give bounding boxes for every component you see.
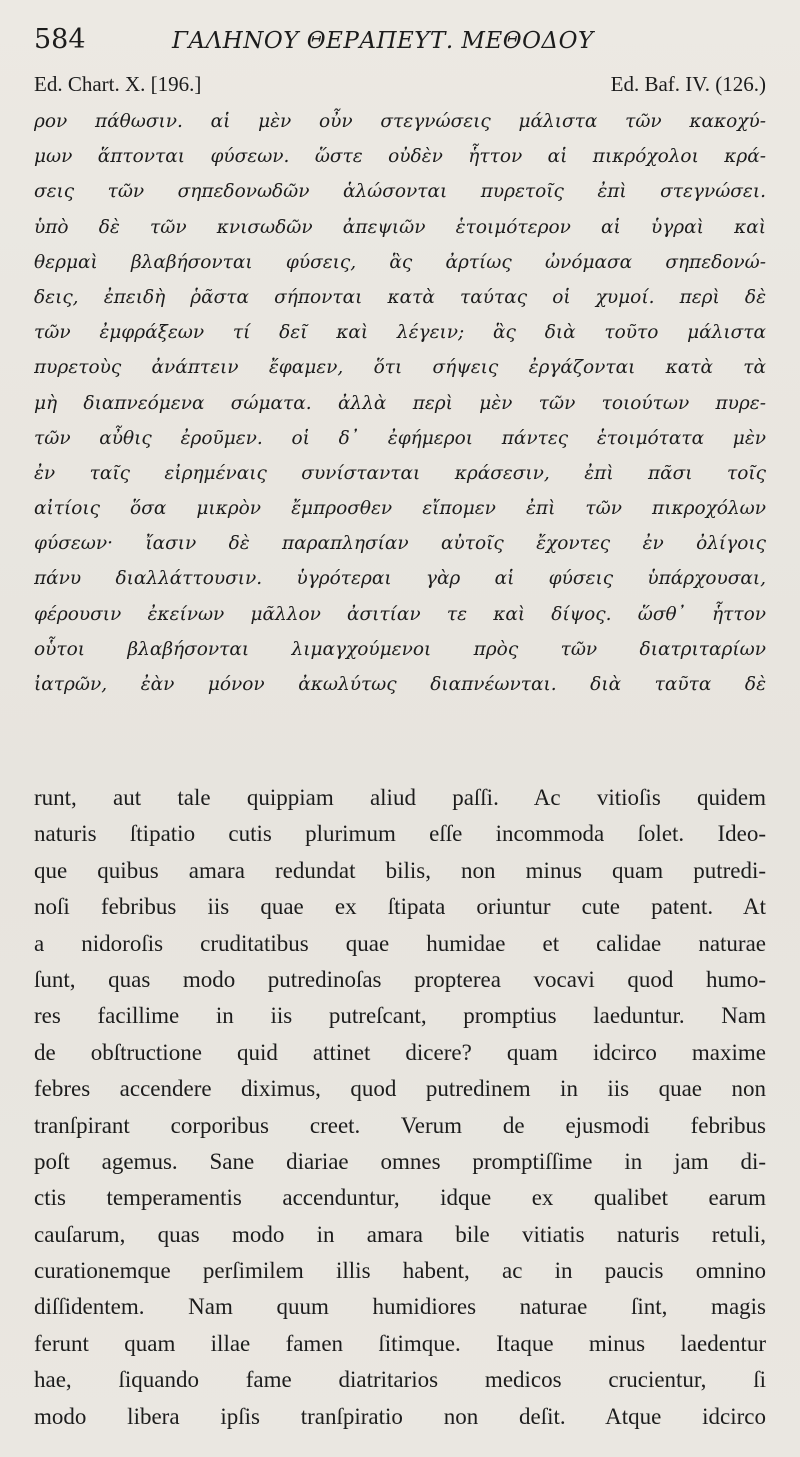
latin-line: cauſarum, quas modo in amara bile vitiatis naturis retuli, — [34, 1221, 766, 1247]
latin-line: ſunt, quas modo putredinoſas propterea vocavi quod humo- — [34, 966, 766, 992]
latin-line: runt, aut tale quippiam aliud paſſi. Ac vitioſis quidem — [34, 785, 766, 810]
latin-line: curationemque perſimilem illis habent, ac in paucis omnino — [34, 1258, 766, 1284]
greek-line: ἰατρῶν, ἐὰν μόνον ἀκωλύτως διαπνέωνται. διὰ ταῦτα δὲ — [34, 674, 766, 695]
greek-line: ὑπὸ δὲ τῶν κνισωδῶν ἀπεψιῶν ἑτοιμότερον αἱ ὑγραὶ καὶ — [34, 216, 766, 238]
latin-line: que quibus amara redundat bilis, non minus quam putredi- — [34, 857, 766, 883]
latin-line: poſt agemus. Sane diariae omnes promptiſſime in jam di- — [34, 1148, 766, 1174]
greek-line: αἰτίοις ὅσα μικρὸν ἔμπροσθεν εἴπομεν ἐπὶ τῶν πικροχόλων — [34, 498, 766, 520]
latin-line: ferunt quam illae famen ſitimque. Itaque minus laedentur — [34, 1330, 766, 1356]
latin-line: naturis ſtipatio cutis plurimum eſſe incommoda ſolet. Ideo- — [34, 821, 766, 847]
running-title: ΓΑΛΗΝΟΥ ΘΕΡΑΠΕΥΤ. ΜΕΘΟΔΟΥ — [172, 28, 594, 54]
latin-line: modo libera ipſis tranſpiratio non deſit. Atque idcirco — [34, 1403, 766, 1429]
greek-line: σεις τῶν σηπεδονωδῶν ἁλώσονται πυρετοῖς ἐπὶ στεγνώσει. — [34, 181, 766, 203]
latin-line: tranſpirant corporibus creet. Verum de ejusmodi febribus — [34, 1112, 766, 1138]
latin-line: de obſtructione quid attinet dicere? quam idcirco maxime — [34, 1039, 766, 1065]
greek-line: φέρουσιν ἐκείνων μᾶλλον ἀσιτίαν τε καὶ δίψος. ὥσθ᾽ ἧττον — [34, 603, 766, 625]
greek-line: ἐν ταῖς εἰρημέναις συνίστανται κράσεσιν, ἐπὶ πᾶσι τοῖς — [34, 462, 766, 484]
latin-line: febres accendere diximus, quod putredinem in iis quae non — [34, 1076, 766, 1102]
greek-line: πυρετοὺς ἀνάπτειν ἔφαμεν, ὅτι σήψεις ἐργάζονται κατὰ τὰ — [34, 357, 766, 379]
greek-line: ρον πάθωσιν. αἱ μὲν οὖν στεγνώσεις μάλιστα τῶν κακοχύ- — [34, 111, 766, 132]
edition-chartier: Ed. Chart. X. [196.] — [34, 72, 202, 96]
latin-line: hae, ſiquando fame diatritarios medicos crucientur, ſi — [34, 1367, 766, 1393]
greek-line: μὴ διαπνεόμενα σώματα. ἀλλὰ περὶ μὲν τῶν τοιούτων πυρε- — [34, 392, 766, 414]
latin-text — [34, 780, 766, 1435]
greek-line: φύσεων· ἴασιν δὲ παραπλησίαν αὐτοῖς ἔχοντες ἐν ὀλίγοις — [34, 533, 766, 555]
greek-line: θερμαὶ βλαβήσονται φύσεις, ἃς ἀρτίως ὠνόμασα σηπεδονώ- — [34, 251, 766, 273]
latin-line: diſſidentem. Nam quum humidiores naturae ſint, magis — [34, 1294, 766, 1320]
greek-line: πάνυ διαλλάττουσιν. ὑγρότεραι γὰρ αἱ φύσεις ὑπάρχουσαι, — [34, 568, 766, 590]
greek-line: τῶν αὖθις ἐροῦμεν. οἱ δ᾽ ἐφήμεροι πάντες ἑτοιμότατα μὲν — [34, 427, 766, 449]
greek-line: τῶν ἐμφράξεων τί δεῖ καὶ λέγειν; ἃς διὰ τοῦτο μάλιστα — [34, 322, 766, 344]
greek-line: δεις, ἐπειδὴ ῥᾶστα σήπονται κατὰ ταύτας οἱ χυμοί. περὶ δὲ — [34, 286, 766, 308]
page-header — [34, 24, 774, 64]
latin-line: ctis temperamentis accenduntur, idque ex qualibet earum — [34, 1185, 766, 1211]
edition-basel: Ed. Baf. IV. (126.) — [610, 72, 766, 96]
greek-line: μων ἅπτονται φύσεων. ὥστε οὐδὲν ἧττον αἱ πικρόχολοι κρά- — [34, 146, 766, 168]
greek-line: οὗτοι βλαβήσονται λιμαγχούμενοι πρὸς τῶν διατριταρίων — [34, 638, 766, 660]
edition-references — [34, 72, 766, 102]
latin-line: a nidoroſis cruditatibus quae humidae et calidae naturae — [34, 930, 766, 956]
greek-text — [34, 104, 766, 702]
latin-line: noſi febribus iis quae ex ſtipata oriuntur cute patent. At — [34, 894, 766, 920]
latin-line: res facillime in iis putreſcant, promptius laeduntur. Nam — [34, 1003, 766, 1029]
page-number: 584 — [34, 24, 86, 55]
